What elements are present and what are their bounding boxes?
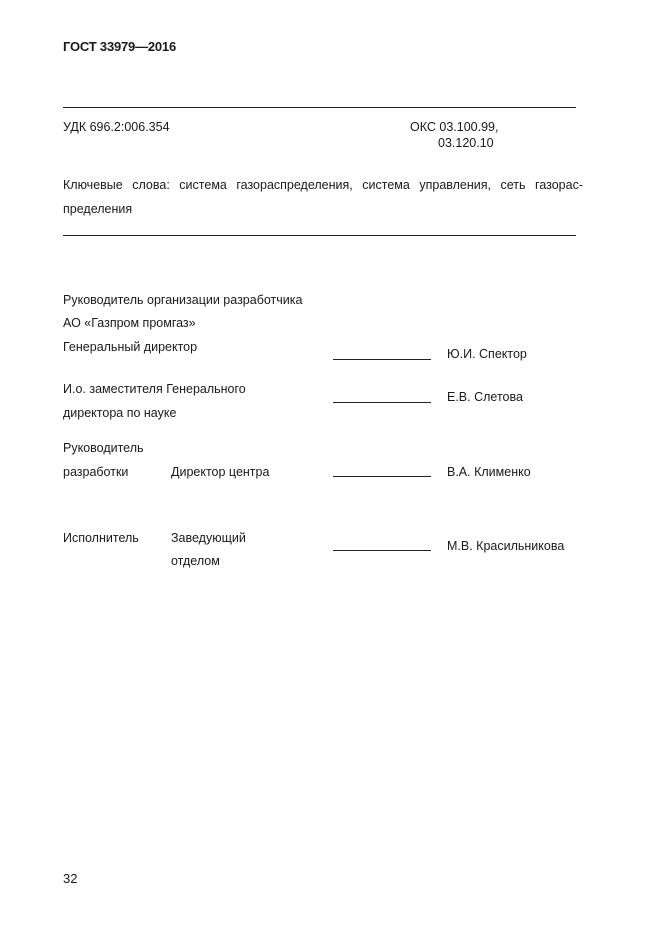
oks-code-line1: ОКС 03.100.99, bbox=[410, 120, 499, 134]
signatory-role: И.о. заместителя Генерального bbox=[63, 382, 246, 396]
signature-line bbox=[333, 359, 431, 360]
signatory-role: Исполнитель bbox=[63, 531, 139, 545]
signatory-position: Заведующий bbox=[171, 531, 246, 545]
document-header: ГОСТ 33979—2016 bbox=[63, 39, 176, 54]
bottom-divider bbox=[63, 235, 576, 236]
signature-line bbox=[333, 476, 431, 477]
signature-line bbox=[333, 402, 431, 403]
signatory-name: Ю.И. Спектор bbox=[447, 347, 527, 361]
signatory-role: Генеральный директор bbox=[63, 340, 198, 354]
keywords: Ключевые слова: система газораспределения, система управления, сеть газорас-пределения bbox=[63, 178, 583, 216]
signatory-name: В.А. Клименко bbox=[447, 465, 531, 479]
signatory-role: Руководитель bbox=[63, 441, 144, 455]
signatory-position: Директор центра bbox=[171, 465, 270, 479]
oks-code-line2: 03.120.10 bbox=[438, 136, 494, 150]
signatory-role: директора по науке bbox=[63, 406, 177, 420]
organization-title: Руководитель организации разработчика bbox=[63, 293, 303, 307]
signatory-role: разработки bbox=[63, 465, 129, 479]
signatory-name: М.В. Красильникова bbox=[447, 539, 565, 553]
page-number: 32 bbox=[63, 871, 78, 886]
signatory-name: Е.В. Слетова bbox=[447, 390, 523, 404]
signatory-position: отделом bbox=[171, 554, 220, 568]
top-divider bbox=[63, 107, 576, 108]
signature-line bbox=[333, 550, 431, 551]
udk-code: УДК 696.2:006.354 bbox=[63, 120, 170, 134]
organization-name: АО «Газпром промгаз» bbox=[63, 316, 196, 330]
